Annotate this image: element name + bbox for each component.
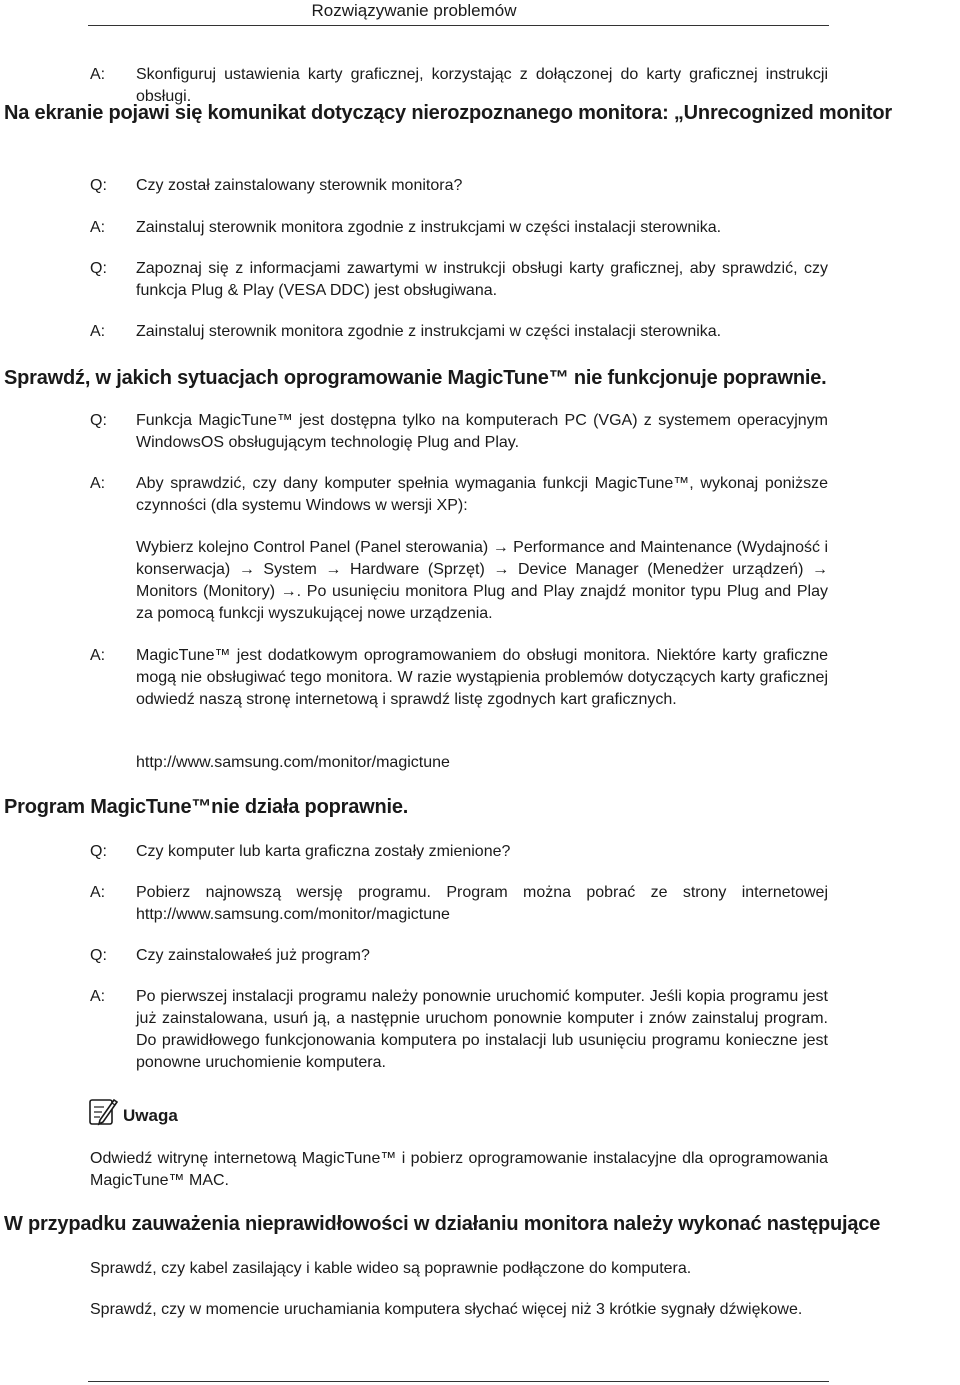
section-heading-magictune-not-working: Program MagicTune™nie działa poprawnie. [4, 796, 409, 818]
question-text: Czy zainstalowałeś już program? [136, 947, 370, 964]
answer-text: Po pierwszej instalacji programu należy ponownie uruchomić komputer. Jeśli kopia programu jest już zainstalowana, usuń ją, a następnie uruchom ponownie komputer i znów zainstaluj program. Do prawidłowego funkcjonowania komputera po instalacji lub usunięciu programu konieczne jest ponowne uruchomienie komputera. [136, 988, 828, 1071]
question-text: Zapoznaj się z informacjami zawartymi w instrukcji obsługi karty graficznej, aby sprawdzić, czy funkcja Plug & Play (VESA DDC) jest obsługiwana. [136, 260, 828, 299]
question-label: Q: [90, 412, 107, 429]
instruction-paragraph: Wybierz kolejno Control Panel (Panel sterowania) → Performance and Maintenance (Wydajność i konserwacja) → System → Hardware (Sprzęt) → Device Manager (Menedżer urządzeń) → Monitors (Monitory) →. Po usunięciu monitora Plug and Play znajdź monitor typu Plug and Play za pomocą funkcji wyszukującej nowe urządzenia. [136, 539, 828, 622]
note-text: Odwiedź witrynę internetową MagicTune™ i pobierz oprogramowanie instalacyjne dla oprogramowania MagicTune™ MAC. [90, 1150, 828, 1189]
answer-label: A: [90, 884, 106, 901]
question-label: Q: [90, 177, 107, 194]
note-pencil-icon [88, 1096, 118, 1126]
magictune-url[interactable]: http://www.samsung.com/monitor/magictune [136, 754, 450, 771]
answer-label: A: [90, 475, 106, 492]
question-label: Q: [90, 947, 107, 964]
section-heading-unrecognized-monitor: Na ekranie pojawi się komunikat dotyczący nierozpoznanego monitora: „Unrecognized monitor [4, 102, 892, 124]
footer-divider [88, 1381, 829, 1382]
answer-label: A: [90, 647, 106, 664]
header-divider [88, 25, 829, 26]
answer-text: Zainstaluj sterownik monitora zgodnie z instrukcjami w części instalacji sterownika. [136, 323, 722, 340]
check-beeps-paragraph: Sprawdź, czy w momencie uruchamiania komputera słychać więcej niż 3 krótkie sygnały dźwiękowe. [90, 1301, 803, 1318]
answer-text: Pobierz najnowszą wersję programu. Program można pobrać ze strony internetowej http://www.samsung.com/monitor/magictune [136, 884, 828, 923]
question-label: Q: [90, 260, 107, 277]
answer-text: Aby sprawdzić, czy dany komputer spełnia wymagania funkcji MagicTune™, wykonaj poniższe czynności (dla systemu Windows w wersji XP): [136, 475, 828, 514]
answer-label: A: [90, 323, 106, 340]
answer-text: Skonfiguruj ustawienia karty graficznej, korzystając z dołączonej do karty graficznej instrukcji obsługi. [136, 66, 828, 105]
answer-label: A: [90, 66, 106, 83]
note-label: Uwaga [123, 1106, 178, 1125]
answer-label: A: [90, 219, 106, 236]
question-text: Czy komputer lub karta graficzna zostały zmienione? [136, 843, 511, 860]
section-heading-monitor-malfunction: W przypadku zauważenia nieprawidłowości w działaniu monitora należy wykonać następujące [4, 1213, 881, 1235]
section-heading-magictune-situations: Sprawdź, w jakich sytuacjach oprogramowanie MagicTune™ nie funkcjonuje poprawnie. [4, 367, 827, 389]
question-label: Q: [90, 843, 107, 860]
check-cables-paragraph: Sprawdź, czy kabel zasilający i kable wideo są poprawnie podłączone do komputera. [90, 1260, 692, 1277]
question-text: Funkcja MagicTune™ jest dostępna tylko na komputerach PC (VGA) z systemem operacyjnym WindowsOS obsługującym technologię Plug and Play. [136, 412, 828, 451]
question-text: Czy został zainstalowany sterownik monitora? [136, 177, 463, 194]
answer-label: A: [90, 988, 106, 1005]
answer-text: MagicTune™ jest dodatkowym oprogramowaniem do obsługi monitora. Niektóre karty graficzne mogą nie obsługiwać tego monitora. W razie wystąpienia problemów dotyczących karty graficznej odwiedź naszą stronę internetową i sprawdź listę zgodnych kart graficznych. [136, 647, 828, 708]
answer-text: Zainstaluj sterownik monitora zgodnie z instrukcjami w części instalacji sterownika. [136, 219, 722, 236]
page-header-title: Rozwiązywanie problemów [311, 1, 517, 20]
